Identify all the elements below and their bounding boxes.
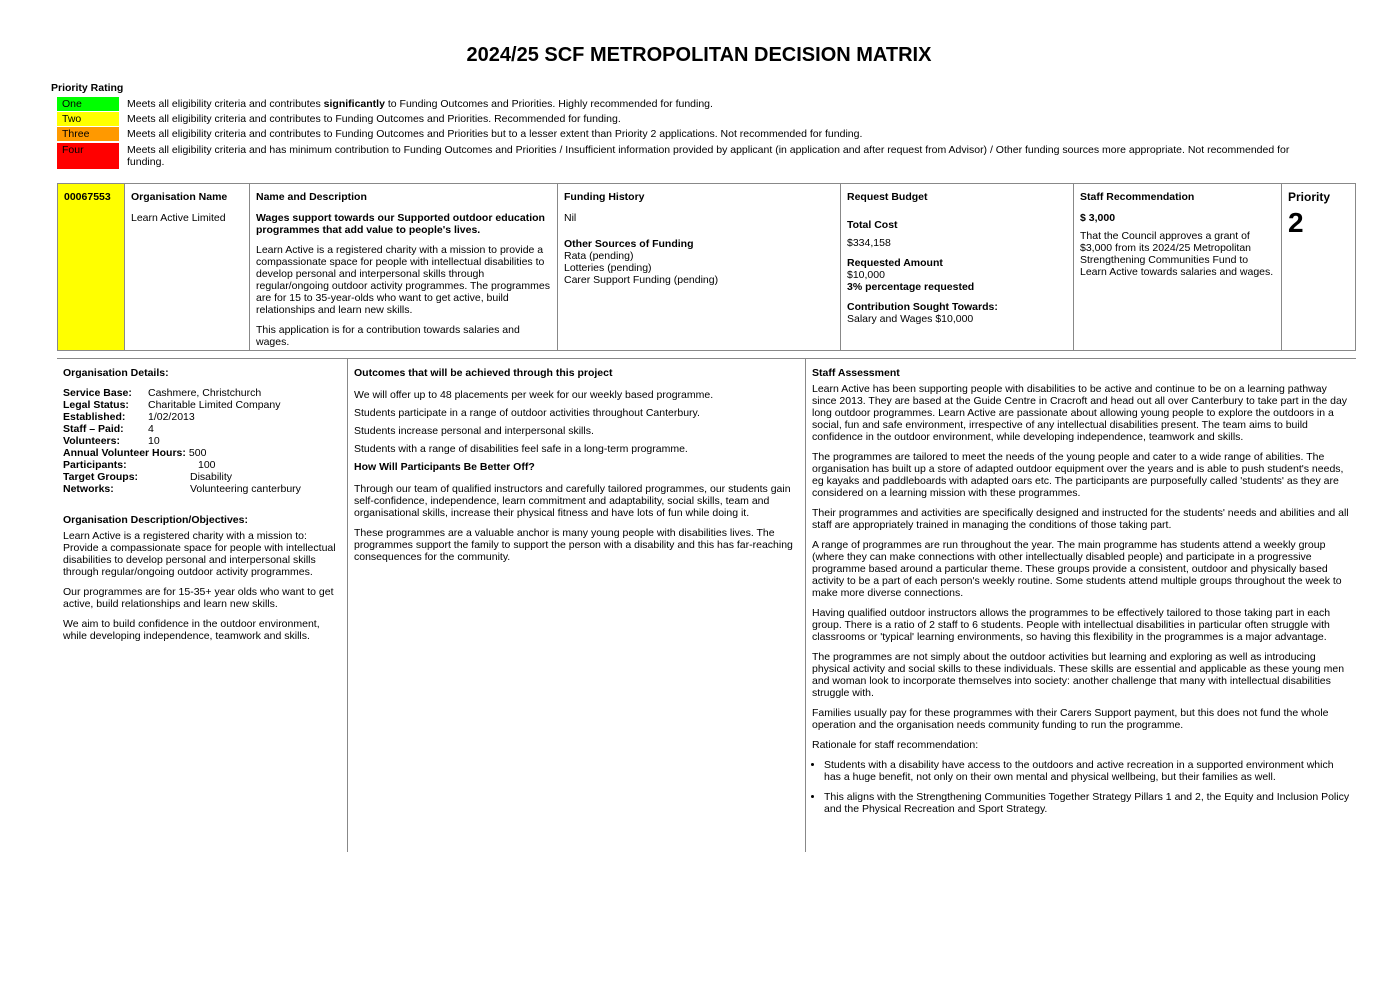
funding-history-value: Nil [564,212,577,224]
detail-row: Target Groups: Disability [63,471,233,483]
detail-row: Staff – Paid: 4 [63,423,154,435]
name-description-label: Name and Description [256,191,367,203]
project-contribution: This application is for a contribution towards salaries and wages. [256,324,520,348]
request-budget-label: Request Budget [847,191,928,203]
org-name-cell [125,184,250,350]
other-source-item: Carer Support Funding (pending) [564,274,719,286]
outcomes-heading: Outcomes that will be achieved through this project [354,367,613,379]
staff-recommendation-cell [1074,184,1282,350]
outcome-item: Students with a range of disabilities feel safe in a long-term programme. [354,443,688,455]
requested-amount-label: Requested Amount [847,257,943,269]
org-details-column [57,359,348,852]
priority-text-three: Meets all eligibility criteria and contributes to Funding Outcomes and Priorities but to a lesser extent than Priority 2 applications. Not recommended for funding. [127,128,863,140]
detail-row: Volunteers: 10 [63,435,160,447]
org-details-heading: Organisation Details: [63,367,169,379]
funding-history-label: Funding History [564,191,645,203]
priority-swatch-one: One [57,97,119,111]
other-source-item: Rata (pending) [564,250,634,262]
detail-row: Established: 1/02/2013 [63,411,195,423]
priority-rating-label: Priority Rating [51,82,124,94]
org-description-paragraph: We aim to build confidence in the outdoor environment, while developing independence, teamwork and skills. [63,618,320,642]
details-section [57,359,1356,852]
application-summary-table [57,183,1356,351]
priority-row-three [57,127,1307,141]
rationale-item: • Students with a disability have access to the outdoors and active recreation in a supported environment which has a huge benefit, not only on their own mental and physical wellbeing, but their families as well. [824,759,1350,783]
org-description-heading: Organisation Description/Objectives: [63,514,248,526]
outcome-item: Students participate in a range of outdoor activities throughout Canterbury. [354,407,700,419]
project-title: Wages support towards our Supported outdoor education programmes that add value to people's lives. [256,212,545,236]
better-off-heading: How Will Participants Be Better Off? [354,461,535,473]
priority-swatch-four: Four [57,143,119,169]
funding-history-cell [558,184,841,350]
name-description-cell [250,184,558,350]
assessment-paragraph: The programmes are tailored to meet the needs of the young people and cater to a wide range of abilities. The organisation has built up a store of adapted outdoor equipment over the years and is able to push student's needs, eg kayaks and paddleboards with adapted oars etc. The participants are purposefully called 'students' as they are considered on a learning mission with these programmes. [812,451,1344,499]
detail-row: Legal Status: Charitable Limited Company [63,399,281,411]
outcomes-column [348,359,806,852]
percentage-requested: 3% percentage requested [847,281,975,293]
rationale-list [812,759,1350,815]
assessment-paragraph: Having qualified outdoor instructors allows the programmes to be effectively tailored to those taking part in each group. There is a ratio of 2 staff to 6 students. People with intellectual disabilities in particular often struggle with classrooms or 'typical' learning environments, so having this flexibility in the programmes is a major advantage. [812,607,1331,643]
assessment-paragraph: Learn Active has been supporting people with disabilities to be active and continue to be on a learning pathway since 2013. They are based at the Guide Centre in Cracroft and head out all over Canterbury to take part in the day long outdoor programmes. Learn Active are passionate about allowing young people to explore the outdoors in a social, fun and safe environment, irrespective of any intellectual disabilities present. The team aims to build confidence in the outdoor environment, while developing independence, teamwork and skills. [812,383,1348,443]
priority-cell [1282,184,1355,350]
other-source-item: Lotteries (pending) [564,262,652,274]
rationale-label: Rationale for staff recommendation: [812,739,979,751]
rationale-item: • This aligns with the Strengthening Communities Together Strategy Pillars 1 and 2, the Equity and Inclusion Policy and the Physical Recreation and Sport Strategy. [824,791,1350,815]
assessment-paragraph: Families usually pay for these programmes with their Carers Support payment, but this does not fund the whole operation and the organisation needs community funding to run the programme. [812,707,1329,731]
staff-recommendation-amount: $ 3,000 [1080,212,1116,224]
contribution-value: Salary and Wages $10,000 [847,313,974,325]
org-description-paragraph: Our programmes are for 15-35+ year olds who want to get active, build relationships and learn new skills. [63,586,334,610]
priority-swatch-three: Three [57,127,119,141]
outcome-item: We will offer up to 48 placements per week for our weekly based programme. [354,389,714,401]
detail-row: Networks: Volunteering canterbury [63,483,301,495]
priority-label: Priority [1288,190,1331,204]
application-id: 00067553 [64,191,111,203]
priority-text-four: Meets all eligibility criteria and has minimum contribution to Funding Outcomes and Priorities / Insufficient information provided by applicant (in application and after request from Advisor) / Other funding sources more appropriate. Not recommended for funding. [127,144,1290,168]
detail-row: Participants: 100 [63,459,216,471]
assessment-paragraph: The programmes are not simply about the outdoor activities but learning and exploring as well as introducing physical activity and social skills to these individuals. These skills are essential and applicable as these young men and woman look to incorporate themselves into society: another challenge that many with intellectual disabilities struggle with. [812,651,1345,699]
better-off-paragraph: These programmes are a valuable anchor is many young people with disabilities lives. The programmes support the family to support the person with a disability and this has far-reaching consequences for the community. [354,527,793,563]
detail-row: Service Base: Cashmere, Christchurch [63,387,262,399]
application-id-cell [58,184,125,350]
org-description-paragraph: Learn Active is a registered charity with a mission to: Provide a compassionate space for people with intellectual disabilities to develop personal and interpersonal skills through regular/ongoing outdoor activity programmes. [63,530,336,578]
detail-row: Annual Volunteer Hours: 500 [63,447,207,459]
staff-assessment-heading: Staff Assessment [812,367,900,379]
priority-row-four [57,143,1307,169]
other-sources-label: Other Sources of Funding [564,238,694,250]
assessment-paragraph: Their programmes and activities are specifically designed and instructed for the students' needs and abilities and all staff are appropriately trained in managing the conditions of those taking part. [812,507,1349,531]
priority-text-one: Meets all eligibility criteria and contributes significantly to Funding Outcomes and Priorities. Highly recommended for funding. [127,98,713,110]
page-title: 2024/25 SCF METROPOLITAN DECISION MATRIX [466,44,932,66]
total-cost-label: Total Cost [847,219,898,231]
total-cost-value: $334,158 [847,237,891,249]
priority-row-one [57,97,1307,111]
priority-row-two [57,112,1307,126]
request-budget-cell [841,184,1074,350]
org-name: Learn Active Limited [131,212,226,224]
outcome-item: Students increase personal and interpersonal skills. [354,425,594,437]
project-description: Learn Active is a registered charity with a mission to provide a compassionate space for people with intellectual disabilities to develop personal and interpersonal skills through regular/ongoing outdoor activity programmes. The programmes are for 15 to 35-year-olds who want to get active, build relationships and learn new skills. [256,244,550,316]
org-name-label: Organisation Name [131,191,228,203]
staff-assessment-column [806,359,1356,852]
priority-text-two: Meets all eligibility criteria and contributes to Funding Outcomes and Priorities. Recommended for funding. [127,113,621,125]
better-off-paragraph: Through our team of qualified instructors and carefully tailored programmes, our students gain self-confidence, independence, learn commitment and adaptability, social skills, team and organisational skills, increase their physical fitness and have lots of fun while doing it. [354,483,791,519]
staff-recommendation-text: That the Council approves a grant of $3,000 from its 2024/25 Metropolitan Strengthening Communities Fund to Learn Active towards salaries and wages. [1080,230,1274,278]
priority-value: 2 [1288,207,1304,238]
staff-recommendation-label: Staff Recommendation [1080,191,1195,203]
assessment-paragraph: A range of programmes are run throughout the year. The main programme has students attend a weekly group (where they can make connections with other intellectually disabled people) and participate in a progressive programme based around a particular theme. These groups provide a consistent, outdoor and physically based activity to be a part of each person's weekly routine. Some students attend multiple groups throughout the week to make more diverse connections. [812,539,1342,599]
priority-swatch-two: Two [57,112,119,126]
contribution-label: Contribution Sought Towards: [847,301,998,313]
requested-amount-value: $10,000 [847,269,885,281]
